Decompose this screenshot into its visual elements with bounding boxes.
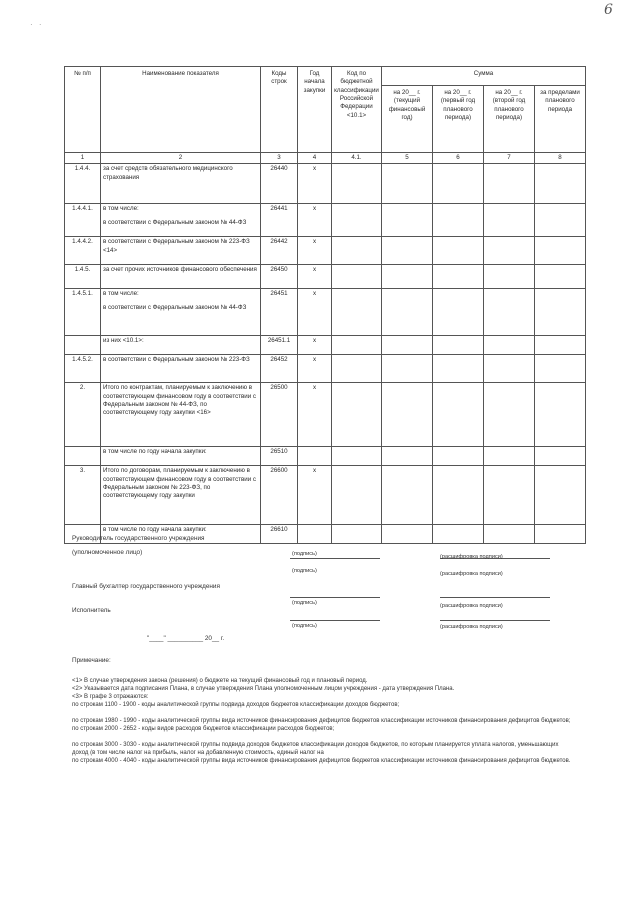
column-number: 8	[535, 153, 586, 164]
row-code: 26510	[261, 447, 298, 466]
row-name-subtext: в соответствии с Федеральным законом № 44-ФЗ	[103, 303, 247, 311]
table-row	[65, 237, 586, 265]
row-value-cell	[484, 237, 535, 265]
table-row	[65, 447, 586, 466]
header-year-second: на 20__ г. (второй год планового периода)	[484, 86, 535, 153]
signature-hint: (подпись)	[292, 600, 317, 606]
row-value-cell	[433, 525, 484, 544]
row-value-cell	[535, 289, 586, 336]
row-name-text: Итого по контрактам, планируемым к заключению в соответствующем финансовом году в соответствии с Федеральным законом № 44-ФЗ, по соответствующему году закупки <16>	[103, 384, 257, 417]
row-year: x	[298, 289, 332, 336]
row-name-text: за счет прочих источников финансового обеспечения	[103, 266, 257, 274]
row-value-cell	[332, 525, 382, 544]
row-value-cell	[535, 355, 586, 383]
row-value-cell	[382, 383, 433, 447]
row-year: x	[298, 355, 332, 383]
note-item: <2> Указывается дата подписания Плана, в случае утверждения Плана уполномоченным лицом учреждения - дата утверждения Плана.	[72, 685, 455, 692]
row-name-text: в соответствии с Федеральным законом № 223-ФЗ <14>	[103, 238, 250, 254]
row-code: 26452	[261, 355, 298, 383]
row-value-cell	[433, 164, 484, 204]
row-value-cell	[535, 204, 586, 237]
table-row	[65, 164, 586, 204]
row-value-cell	[484, 336, 535, 355]
row-value-cell	[535, 525, 586, 544]
row-value-cell	[433, 355, 484, 383]
row-code: 26451	[261, 289, 298, 336]
plan-table	[64, 66, 586, 544]
note-item: <3> В графе 3 отражаются:	[72, 693, 149, 700]
note-item: по строкам 4000 - 4040 - коды аналитической группы вида источников финансирования дефицитов бюджетов классификации источников финансирования дефицитов бюджетов.	[72, 758, 571, 765]
head-title: Руководитель государственного учреждения	[72, 535, 205, 542]
column-number: 4	[298, 153, 332, 164]
row-number: 1.4.5.	[65, 265, 101, 289]
column-number: 5	[382, 153, 433, 164]
notes-section	[72, 657, 572, 765]
row-value-cell	[332, 164, 382, 204]
header-num: № п/п	[65, 67, 101, 153]
row-value-cell	[382, 355, 433, 383]
row-number: 2.	[65, 383, 101, 447]
row-code: 26500	[261, 383, 298, 447]
row-number: 1.4.4.2.	[65, 237, 101, 265]
row-value-cell	[433, 204, 484, 237]
note-item: по строкам 1100 - 1900 - коды аналитической группы подвида доходов бюджетов классификации доходов бюджетов;	[72, 701, 400, 708]
row-value-cell	[382, 289, 433, 336]
row-code: 26440	[261, 164, 298, 204]
header-budget-code: Код по бюджетной классификации Российской Федерации <10.1>	[332, 67, 382, 153]
row-value-cell	[535, 164, 586, 204]
row-name	[101, 164, 261, 204]
row-code: 26610	[261, 525, 298, 544]
row-name	[101, 466, 261, 525]
header-year-beyond: за пределами планового периода	[535, 86, 586, 153]
executor-signature-line	[290, 620, 380, 621]
row-value-cell	[433, 336, 484, 355]
table-row	[65, 355, 586, 383]
row-year: x	[298, 265, 332, 289]
row-value-cell	[484, 265, 535, 289]
header-code: Коды строк	[261, 67, 298, 153]
table-row	[65, 265, 586, 289]
column-number: 1	[65, 153, 101, 164]
row-value-cell	[382, 164, 433, 204]
row-value-cell	[484, 466, 535, 525]
decode-hint: (расшифровка подписи)	[440, 624, 503, 630]
header-year-current: на 20__ г. (текущий финансовый год)	[382, 86, 433, 153]
note-item: по строкам 2000 - 2652 - коды видов расходов бюджетов классификации расходов бюджетов;	[72, 726, 335, 733]
row-value-cell	[332, 265, 382, 289]
row-number	[65, 336, 101, 355]
row-name	[101, 447, 261, 466]
row-value-cell	[332, 289, 382, 336]
executor-decode-line	[440, 620, 550, 621]
row-value-cell	[332, 383, 382, 447]
row-value-cell	[433, 466, 484, 525]
row-value-cell	[382, 265, 433, 289]
row-name-subtext: в соответствии с Федеральным законом № 44-ФЗ	[103, 218, 247, 226]
row-value-cell	[433, 265, 484, 289]
row-name-text: в том числе по году начала закупки:	[103, 448, 207, 456]
header-year: Год начала закупки	[298, 67, 332, 153]
row-number	[65, 447, 101, 466]
row-year: x	[298, 204, 332, 237]
column-number: 4.1.	[332, 153, 382, 164]
note-item: <1> В случае утверждения закона (решения) о бюджете на текущий финансовый год и плановый период.	[72, 677, 368, 684]
row-value-cell	[332, 466, 382, 525]
row-year	[298, 447, 332, 466]
row-code: 26441	[261, 204, 298, 237]
corner-mark: · ·	[30, 20, 44, 29]
row-value-cell	[382, 204, 433, 237]
row-name	[101, 355, 261, 383]
row-value-cell	[535, 447, 586, 466]
executor-title: Исполнитель	[72, 607, 111, 614]
row-value-cell	[484, 355, 535, 383]
head-subtitle: (уполномоченное лицо)	[72, 549, 143, 556]
row-value-cell	[433, 383, 484, 447]
page-number: 6	[604, 2, 613, 18]
row-value-cell	[382, 336, 433, 355]
row-code: 26442	[261, 237, 298, 265]
row-code: 26451.1	[261, 336, 298, 355]
date-line: "____" __________ 20__ г.	[147, 635, 225, 642]
row-name-text: Итого по договорам, планируемым к заключению в соответствующем финансовом году в соответствии с Федеральным законом № 223-ФЗ, по соответствующему году закупки	[103, 467, 257, 500]
row-value-cell	[484, 525, 535, 544]
row-number: 1.4.4.	[65, 164, 101, 204]
row-name	[101, 336, 261, 355]
row-name	[101, 383, 261, 447]
row-number: 1.4.4.1.	[65, 204, 101, 237]
head-signature-line	[290, 558, 380, 559]
row-value-cell	[535, 383, 586, 447]
row-year: x	[298, 336, 332, 355]
table-row	[65, 383, 586, 447]
row-year: x	[298, 164, 332, 204]
row-year	[298, 525, 332, 544]
decode-hint: (расшифровка подписи)	[440, 554, 503, 560]
row-value-cell	[535, 265, 586, 289]
decode-hint: (расшифровка подписи)	[440, 571, 503, 577]
row-value-cell	[484, 289, 535, 336]
column-number: 7	[484, 153, 535, 164]
header-sum: Сумма	[382, 67, 586, 86]
row-value-cell	[332, 204, 382, 237]
table-row	[65, 204, 586, 237]
row-value-cell	[535, 466, 586, 525]
row-value-cell	[382, 466, 433, 525]
row-value-cell	[433, 237, 484, 265]
accountant-signature-line	[290, 597, 380, 598]
row-value-cell	[535, 336, 586, 355]
row-year: x	[298, 466, 332, 525]
accountant-decode-line	[440, 597, 550, 598]
note-item: по строкам 1980 - 1990 - коды аналитической группы вида источников финансирования дефицитов бюджетов классификации источников финансирования дефицитов бюджетов;	[72, 718, 571, 725]
note-item: по строкам 3000 - 3030 - коды аналитической группы подвида доходов бюджетов классификации доходов бюджетов, по которым планируется уплата налогов, уменьшающих доход (в том числе налог на прибыль, налог на добавленную стоимость, единый налог на	[72, 742, 559, 757]
row-value-cell	[484, 204, 535, 237]
row-value-cell	[433, 447, 484, 466]
row-name	[101, 265, 261, 289]
row-name-text: из них <10.1>:	[103, 337, 144, 345]
table-row	[65, 466, 586, 525]
row-code: 26450	[261, 265, 298, 289]
header-year-first: на 20__ г. (первый год планового периода)	[433, 86, 484, 153]
column-number: 3	[261, 153, 298, 164]
row-value-cell	[484, 164, 535, 204]
row-value-cell	[382, 447, 433, 466]
row-value-cell	[484, 383, 535, 447]
header-row	[65, 67, 586, 86]
row-value-cell	[382, 237, 433, 265]
row-number: 1.4.5.1.	[65, 289, 101, 336]
row-value-cell	[332, 447, 382, 466]
header-name: Наименование показателя	[101, 67, 261, 153]
row-name	[101, 204, 261, 237]
row-value-cell	[484, 447, 535, 466]
row-number: 3.	[65, 466, 101, 525]
row-value-cell	[332, 355, 382, 383]
row-name	[101, 289, 261, 336]
table-row	[65, 289, 586, 336]
row-code: 26600	[261, 466, 298, 525]
row-value-cell	[332, 336, 382, 355]
row-name-text: в том числе:	[103, 205, 139, 213]
row-year: x	[298, 237, 332, 265]
column-numbering-row	[65, 153, 586, 164]
row-name	[101, 237, 261, 265]
table-row	[65, 336, 586, 355]
row-value-cell	[332, 237, 382, 265]
column-number: 2	[101, 153, 261, 164]
accountant-title: Главный бухгалтер государственного учреждения	[72, 583, 220, 590]
signature-hint: (подпись)	[292, 623, 317, 629]
signature-hint: (подпись)	[292, 551, 317, 557]
row-name-text: за счет средств обязательного медицинского страхования	[103, 165, 233, 181]
row-number: 1.4.5.2.	[65, 355, 101, 383]
row-year: x	[298, 383, 332, 447]
notes-title: Примечание:	[72, 657, 111, 664]
row-name-text: в том числе:	[103, 290, 139, 298]
row-value-cell	[535, 237, 586, 265]
decode-hint: (расшифровка подписи)	[440, 603, 503, 609]
row-value-cell	[433, 289, 484, 336]
row-name-text: в том числе по году начала закупки:	[103, 526, 207, 534]
column-number: 6	[433, 153, 484, 164]
row-name-text: в соответствии с Федеральным законом № 223-ФЗ	[103, 356, 250, 364]
signature-hint: (подпись)	[292, 568, 317, 574]
row-value-cell	[382, 525, 433, 544]
